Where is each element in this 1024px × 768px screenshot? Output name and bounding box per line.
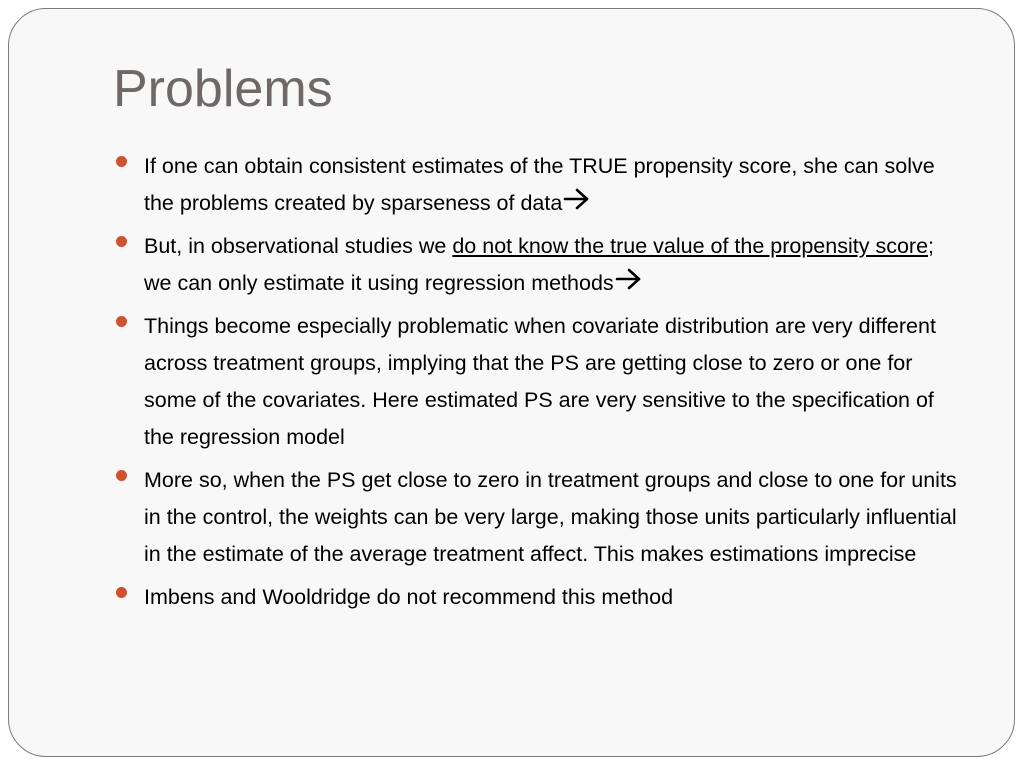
bullet-dot-icon [116, 236, 127, 247]
bullet-1-text: If one can obtain consistent estimates of the TRUE propensity score, she can solve the problems created by sparseness of data [144, 154, 935, 215]
bullet-item-1 [113, 148, 963, 222]
bullet-dot-icon [116, 587, 127, 598]
bullet-item-4 [113, 462, 963, 573]
bullet-dot-icon [116, 156, 127, 167]
right-arrow-icon [614, 268, 644, 290]
bullet-5-text: Imbens and Wooldridge do not recommend this method [144, 585, 674, 609]
bullet-2-underlined-text: do not know the true value of the propensity score [452, 234, 929, 258]
right-arrow-icon [562, 188, 592, 210]
bullet-3-text: Things become especially problematic when covariate distribution are very different across treatment groups, implying that the PS are getting close to zero or one for some of the covariates. Here estimated PS are very sensitive to the specification of the regression model [144, 314, 936, 449]
slide-title: Problems [113, 60, 333, 118]
bullet-dot-icon [116, 470, 127, 481]
bullet-dot-icon [116, 316, 127, 327]
bullet-4-text: More so, when the PS get close to zero in treatment groups and close to one for units in the control, the weights can be very large, making those units particularly influential in the estimate of the average treatment affect. This makes estimations imprecise [144, 468, 957, 566]
bullet-item-5 [113, 579, 963, 616]
bullet-2-text-after: ; we can only estimate it using regression methods [144, 234, 935, 295]
bullet-item-2 [113, 228, 963, 302]
bullet-list [113, 148, 963, 616]
bullet-item-3 [113, 308, 963, 456]
bullet-2-text-before: But, in observational studies we [144, 234, 453, 258]
